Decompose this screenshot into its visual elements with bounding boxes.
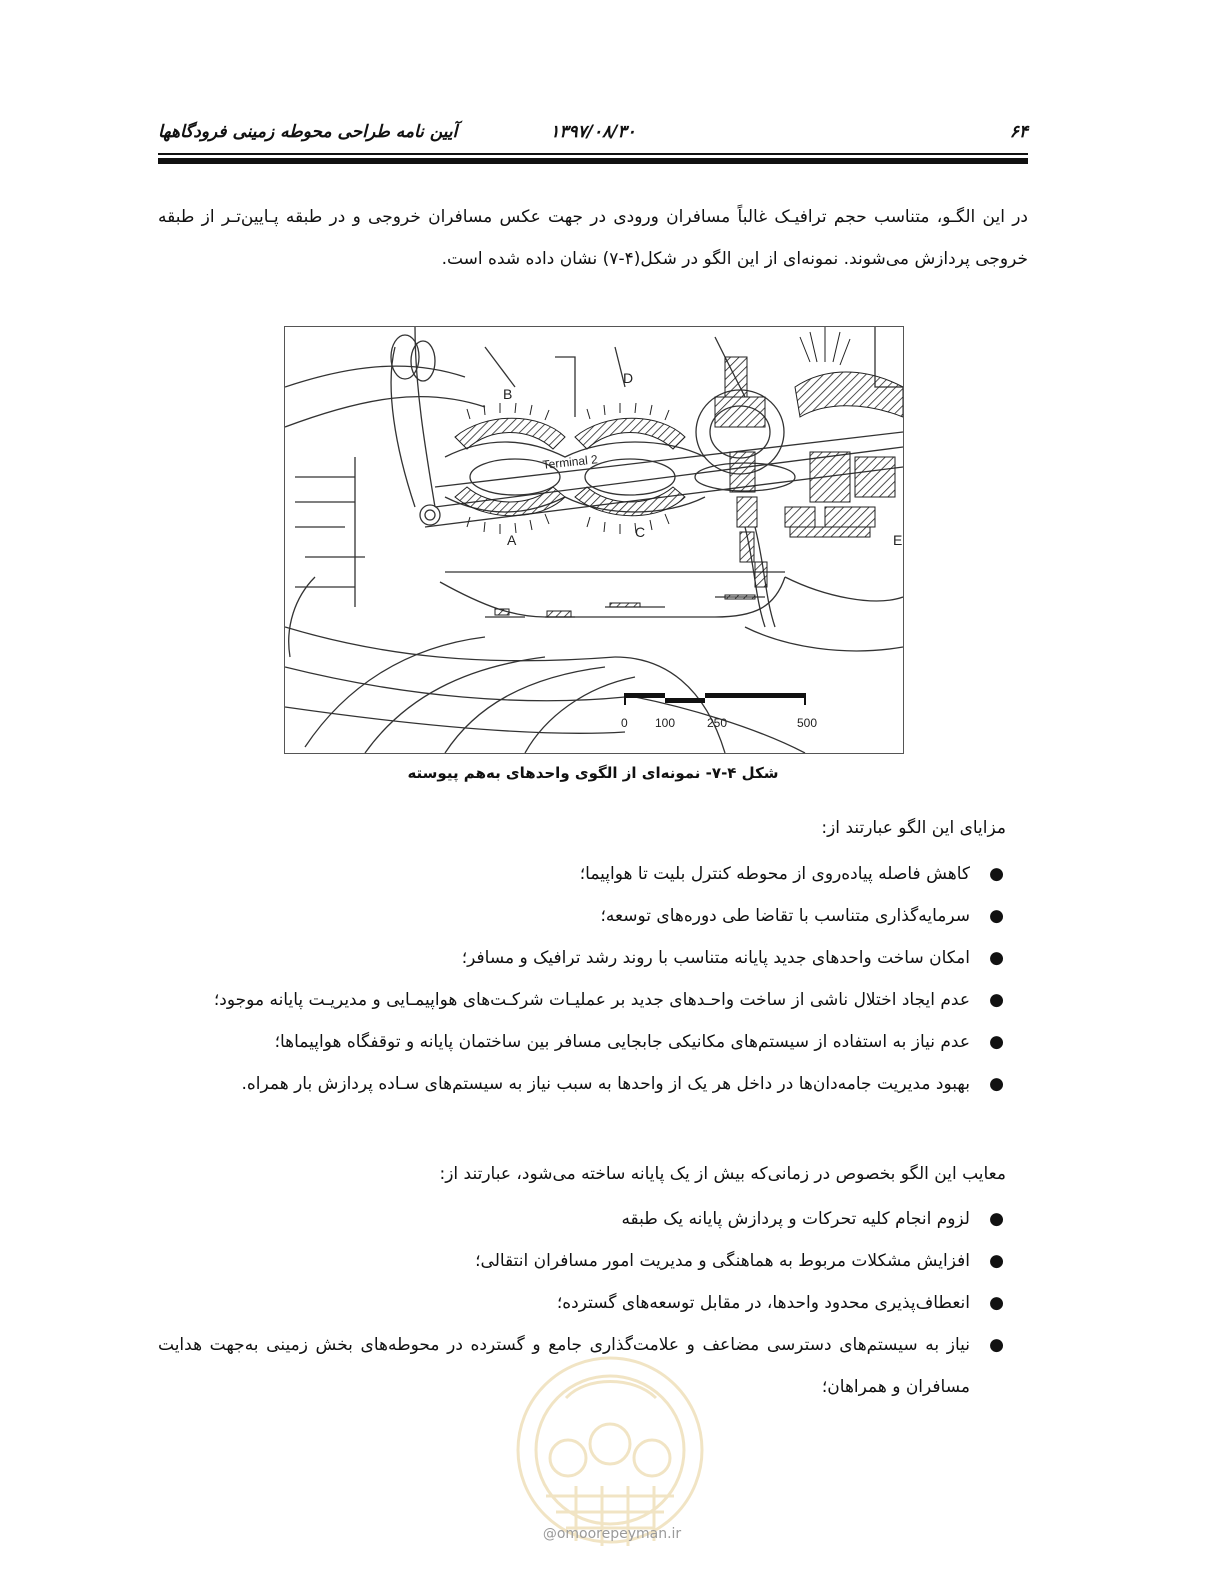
- list-item: ● سرمایه‌گذاری متناسب با تقاضا طی دوره‌های توسعه؛: [158, 895, 970, 937]
- figure-caption: شکل ۴-۷- نمونه‌ای از الگوی واحدهای به‌هم پیوسته: [407, 764, 779, 782]
- scale-tick-250: 250: [707, 716, 728, 730]
- bullet-icon: ●: [989, 864, 1004, 884]
- watermark-seal-icon: [506, 1346, 714, 1554]
- list-item: ● انعطاف‌پذیری محدود واحدها، در مقابل توسعه‌های گسترده؛: [158, 1282, 970, 1324]
- bullet-icon: ●: [989, 1293, 1004, 1313]
- scale-tick-0: 0: [621, 716, 628, 730]
- list-item: ● عدم ایجاد اختلال ناشی از ساخت واحـدهای جدید بر عملیـات شرکـت‌های هواپیمـایی و مدیریـت پایانه موجود؛: [158, 979, 970, 1021]
- bullet-icon: ●: [989, 1251, 1004, 1271]
- label-a: A: [507, 532, 517, 548]
- label-d: D: [623, 370, 634, 386]
- scale-tick-100: 100: [655, 716, 676, 730]
- watermark-url: @omoorepeyman.ir: [542, 1526, 682, 1542]
- advantages-list: [158, 853, 1004, 1105]
- list-item: ● کاهش فاصله پیاده‌روی از محوطه کنترل بلیت تا هواپیما؛: [158, 853, 970, 895]
- list-item: ● عدم نیاز به استفاده از سیستم‌های مکانیکی جابجایی مسافر بین ساختمان پایانه و توقفگاه هواپیماها؛: [158, 1021, 970, 1063]
- bullet-icon: ●: [989, 1074, 1004, 1094]
- label-b: B: [503, 386, 513, 402]
- scale-tick-500: 500: [797, 716, 818, 730]
- bullet-icon: ●: [989, 1032, 1004, 1052]
- header-rule-thin: [158, 153, 1028, 155]
- scale-bar: [625, 693, 805, 705]
- disadvantages-heading: معایب این الگو بخصوص در زمانی‌که بیش از یک پایانه ساخته می‌شود، عبارتند از:: [439, 1164, 1006, 1184]
- header-rule-thick: [158, 158, 1028, 164]
- page-header: [158, 118, 1028, 148]
- list-item: ● امکان ساخت واحدهای جدید پایانه متناسب با روند رشد ترافیک و مسافر؛: [158, 937, 970, 979]
- terminal-plan-figure: [284, 326, 904, 754]
- bullet-icon: ●: [989, 1335, 1004, 1355]
- label-c: C: [635, 524, 646, 540]
- page-number: ۶۴: [1009, 122, 1028, 142]
- list-item: ● لزوم انجام کلیه تحرکات و پردازش پایانه یک طبقه: [158, 1198, 970, 1240]
- advantages-heading: مزایای این الگو عبارتند از:: [821, 818, 1006, 838]
- label-e: E: [893, 532, 903, 548]
- list-item: ● بهبود مدیریت جامه‌دان‌ها در داخل هر یک از واحدها به سبب نیاز به سیستم‌های سـاده پردازش بار همراه.: [158, 1063, 970, 1105]
- bullet-icon: ●: [989, 990, 1004, 1010]
- list-item: ● نیاز به سیستم‌های دسترسی مضاعف و علامت‌گذاری جامع و گسترده در محوطه‌های بخش زمینی به‌جهت هدایت مسافران و همراهان؛: [158, 1324, 970, 1408]
- label-terminal: Terminal 2: [541, 452, 599, 472]
- list-item: ● افزایش مشکلات مربوط به هماهنگی و مدیریت امور مسافران انتقالی؛: [158, 1240, 970, 1282]
- bullet-icon: ●: [989, 948, 1004, 968]
- intro-paragraph: در این الگـو، متناسب حجم ترافیـک غالباً مسافران ورودی در جهت عکس مسافران خروجی و در طبقه پـایین‌تـر از طبقه خروجی پردازش می‌شوند. نمونه‌ای از این الگو در شکل(۴-۷) نشان داده شده است.: [158, 207, 1028, 269]
- header-title: آیین نامه طراحی محوطه زمینی فرودگاهها: [158, 122, 458, 142]
- bullet-icon: ●: [989, 906, 1004, 926]
- bullet-icon: ●: [989, 1209, 1004, 1229]
- header-date: ۱۳۹۷/۰۸/۳۰: [550, 122, 636, 142]
